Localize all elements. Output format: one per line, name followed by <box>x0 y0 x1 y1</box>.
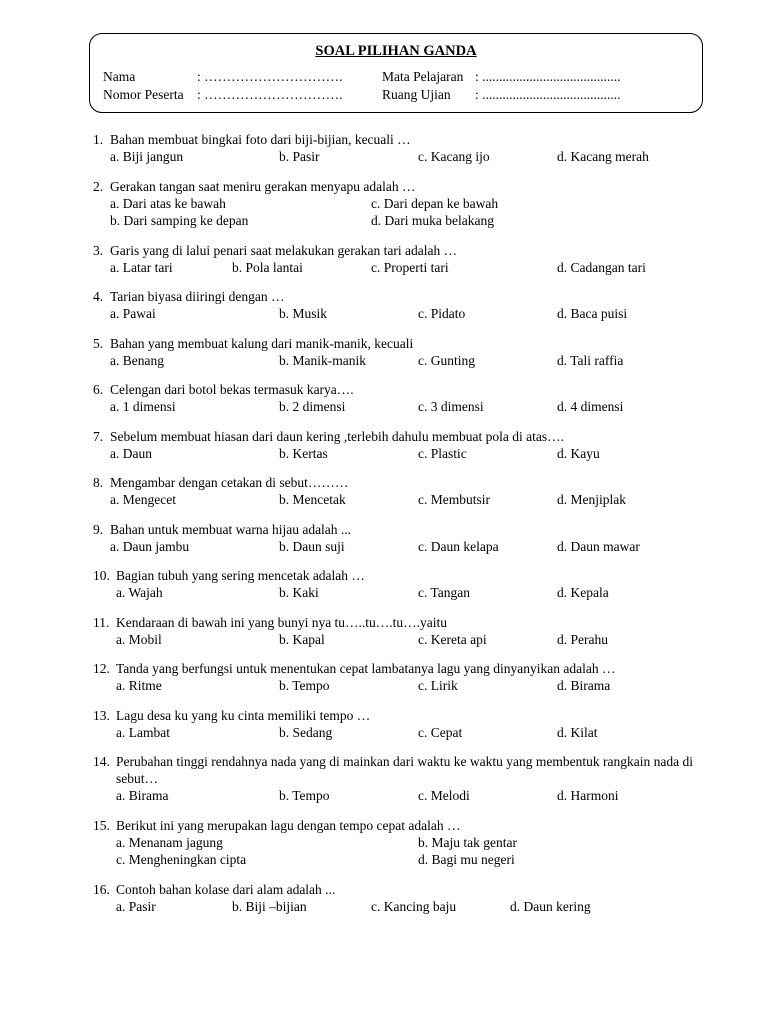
option-b[interactable]: b. Dari samping ke depan <box>110 213 249 228</box>
question-number: 2. <box>93 178 104 194</box>
option-d[interactable]: d. Birama <box>557 678 611 693</box>
nomor-peserta-label: Nomor Peserta <box>103 87 184 102</box>
option-b[interactable]: b. 2 dimensi <box>279 399 346 414</box>
option-d[interactable]: d. Perahu <box>557 631 608 647</box>
exam-title: SOAL PILIHAN GANDA <box>315 43 477 59</box>
option-c[interactable]: c. Gunting <box>418 352 475 368</box>
option-a[interactable]: a. Lambat <box>116 724 170 740</box>
question-text: Gerakan tangan saat meniru gerakan menyapu adalah … <box>110 178 416 194</box>
option-b[interactable]: b. Tempo <box>279 788 330 803</box>
option-b[interactable]: b. Pola lantai <box>232 259 303 275</box>
option-d[interactable]: d. Kacang merah <box>557 149 649 164</box>
question-text: Kendaraan di bawah ini yang bunyi nya tu…..tu….tu….yaitu <box>116 614 448 630</box>
question-text: Garis yang di lalui penari saat melakukan gerakan tari adalah … <box>110 242 458 258</box>
question-text: Sebelum membuat hiasan dari daun kering ,terlebih dahulu membuat pola di atas…. <box>110 428 565 444</box>
option-d[interactable]: d. Kayu <box>557 445 600 461</box>
question-6 <box>93 381 713 416</box>
option-d[interactable]: d. Tali raffia <box>557 352 624 368</box>
option-b[interactable]: b. Kertas <box>279 445 328 461</box>
nama-label: Nama <box>103 69 136 84</box>
option-a[interactable]: a. Menanam jagung <box>116 834 223 850</box>
question-text: Celengan dari botol bekas termasuk karya…. <box>110 382 354 397</box>
question-text: Bahan yang membuat kalung dari manik-manik, kecuali <box>110 335 414 351</box>
question-number: 10. <box>93 568 110 583</box>
question-3 <box>93 242 713 277</box>
question-text: Berikut ini yang merupakan lagu dengan tempo cepat adalah … <box>116 817 461 833</box>
question-number: 12. <box>93 661 110 676</box>
question-text: Mengambar dengan cetakan di sebut……… <box>110 475 349 490</box>
question-number: 8. <box>93 475 104 490</box>
question-number: 3. <box>93 242 104 258</box>
question-11 <box>93 614 713 649</box>
option-d[interactable]: d. Bagi mu negeri <box>418 852 515 867</box>
question-text: Contoh bahan kolase dari alam adalah ... <box>116 881 336 897</box>
option-b[interactable]: b. Mencetak <box>279 492 346 507</box>
question-number: 5. <box>93 335 104 351</box>
question-text: Bagian tubuh yang sering mencetak adalah … <box>116 568 365 583</box>
question-text: Bahan membuat bingkai foto dari biji-bijian, kecuali … <box>110 132 411 147</box>
question-number: 14. <box>93 754 110 769</box>
option-a[interactable]: a. Wajah <box>116 585 163 600</box>
option-d[interactable]: d. Baca puisi <box>557 306 628 321</box>
option-c[interactable]: c. Kancing baju <box>371 898 457 914</box>
question-5 <box>93 335 713 370</box>
option-b[interactable]: b. Daun suji <box>279 538 345 554</box>
question-10 <box>93 567 713 602</box>
option-a[interactable]: a. Daun <box>110 445 152 461</box>
option-c[interactable]: c. Tangan <box>418 585 471 600</box>
question-number: 11. <box>93 614 110 630</box>
question-1 <box>93 131 713 166</box>
question-number: 16. <box>93 881 110 897</box>
question-number: 7. <box>93 428 104 444</box>
question-9 <box>93 521 713 556</box>
option-a[interactable]: a. Pawai <box>110 306 156 321</box>
option-c[interactable]: c. Daun kelapa <box>418 538 499 554</box>
option-d[interactable]: d. Menjiplak <box>557 492 626 507</box>
option-d[interactable]: d. Harmoni <box>557 788 619 803</box>
question-number: 9. <box>93 521 104 537</box>
option-a[interactable]: a. Daun jambu <box>110 538 190 554</box>
option-c[interactable]: c. Plastic <box>418 445 467 461</box>
option-c[interactable]: c. Dari depan ke bawah <box>371 195 499 211</box>
option-d[interactable]: d. Dari muka belakang <box>371 213 494 228</box>
option-a[interactable]: a. Benang <box>110 352 164 368</box>
question-text: Bahan untuk membuat warna hijau adalah ... <box>110 521 352 537</box>
option-a[interactable]: a. 1 dimensi <box>110 399 176 414</box>
option-b[interactable]: b. Manik-manik <box>279 352 366 368</box>
question-number: 1. <box>93 132 104 147</box>
option-b[interactable]: b. Pasir <box>279 149 320 164</box>
option-c[interactable]: c. Cepat <box>418 724 463 740</box>
option-c[interactable]: c. Pidato <box>418 306 466 321</box>
option-d[interactable]: d. Kepala <box>557 585 609 600</box>
option-a[interactable]: a. Pasir <box>116 898 156 914</box>
option-a[interactable]: a. Biji jangun <box>110 149 184 164</box>
question-2 <box>93 178 713 230</box>
option-b[interactable]: b. Kaki <box>279 585 319 600</box>
option-a[interactable]: a. Mengecet <box>110 492 176 507</box>
question-7 <box>93 428 713 463</box>
mata-pelajaran-label: Mata Pelajaran <box>382 69 464 84</box>
option-c[interactable]: c. Membutsir <box>418 492 490 507</box>
option-b[interactable]: b. Tempo <box>279 678 330 693</box>
question-text: Tarian biyasa diiringi dengan … <box>110 289 285 304</box>
question-14 <box>93 753 713 805</box>
question-4 <box>93 288 713 323</box>
option-d[interactable]: d. Daun mawar <box>557 538 640 554</box>
option-a[interactable]: a. Dari atas ke bawah <box>110 195 226 211</box>
question-13 <box>93 707 713 742</box>
question-list <box>93 131 713 927</box>
exam-header-box <box>89 33 703 113</box>
option-a[interactable]: a. Latar tari <box>110 259 173 275</box>
option-a[interactable]: a. Birama <box>116 788 169 803</box>
option-a[interactable]: a. Ritme <box>116 678 162 693</box>
option-d[interactable]: d. Kilat <box>557 724 598 740</box>
option-c[interactable]: c. 3 dimensi <box>418 399 484 414</box>
ruang-ujian-label: Ruang Ujian <box>382 87 451 102</box>
option-c[interactable]: c. Melodi <box>418 788 470 803</box>
question-text: Perubahan tinggi rendahnya nada yang di mainkan dari waktu ke waktu yang membentuk rangkain nada di sebut… <box>116 754 693 786</box>
question-15 <box>93 817 713 869</box>
question-8 <box>93 474 713 509</box>
question-12 <box>93 660 713 695</box>
question-text: Tanda yang berfungsi untuk menentukan cepat lambatanya lagu yang dinyanyikan adalah … <box>116 661 616 676</box>
mata-pelajaran-field[interactable]: : ......................................... <box>475 69 621 84</box>
option-c[interactable]: c. Lirik <box>418 678 458 693</box>
option-c[interactable]: c. Kereta api <box>418 631 487 647</box>
option-c[interactable]: c. Kacang ijo <box>418 149 490 164</box>
option-c[interactable]: c. Properti tari <box>371 259 449 275</box>
ruang-ujian-field[interactable]: : ......................................... <box>475 87 621 102</box>
nama-field[interactable]: : …………………………. <box>197 69 343 84</box>
question-number: 15. <box>93 817 110 833</box>
question-number: 4. <box>93 289 104 304</box>
option-b[interactable]: b. Biji –bijian <box>232 898 307 914</box>
option-d[interactable]: d. 4 dimensi <box>557 399 624 414</box>
nomor-peserta-field[interactable]: : …………………………. <box>197 87 343 102</box>
option-c[interactable]: c. Mengheningkan cipta <box>116 852 247 867</box>
option-d[interactable]: d. Daun kering <box>510 898 591 914</box>
question-number: 13. <box>93 707 110 723</box>
option-a[interactable]: a. Mobil <box>116 631 162 647</box>
option-b[interactable]: b. Sedang <box>279 724 333 740</box>
option-b[interactable]: b. Kapal <box>279 631 325 647</box>
option-b[interactable]: b. Maju tak gentar <box>418 834 517 850</box>
option-b[interactable]: b. Musik <box>279 306 328 321</box>
option-d[interactable]: d. Cadangan tari <box>557 259 646 275</box>
question-number: 6. <box>93 382 104 397</box>
question-text: Lagu desa ku yang ku cinta memiliki tempo … <box>116 707 371 723</box>
question-16 <box>93 881 713 916</box>
